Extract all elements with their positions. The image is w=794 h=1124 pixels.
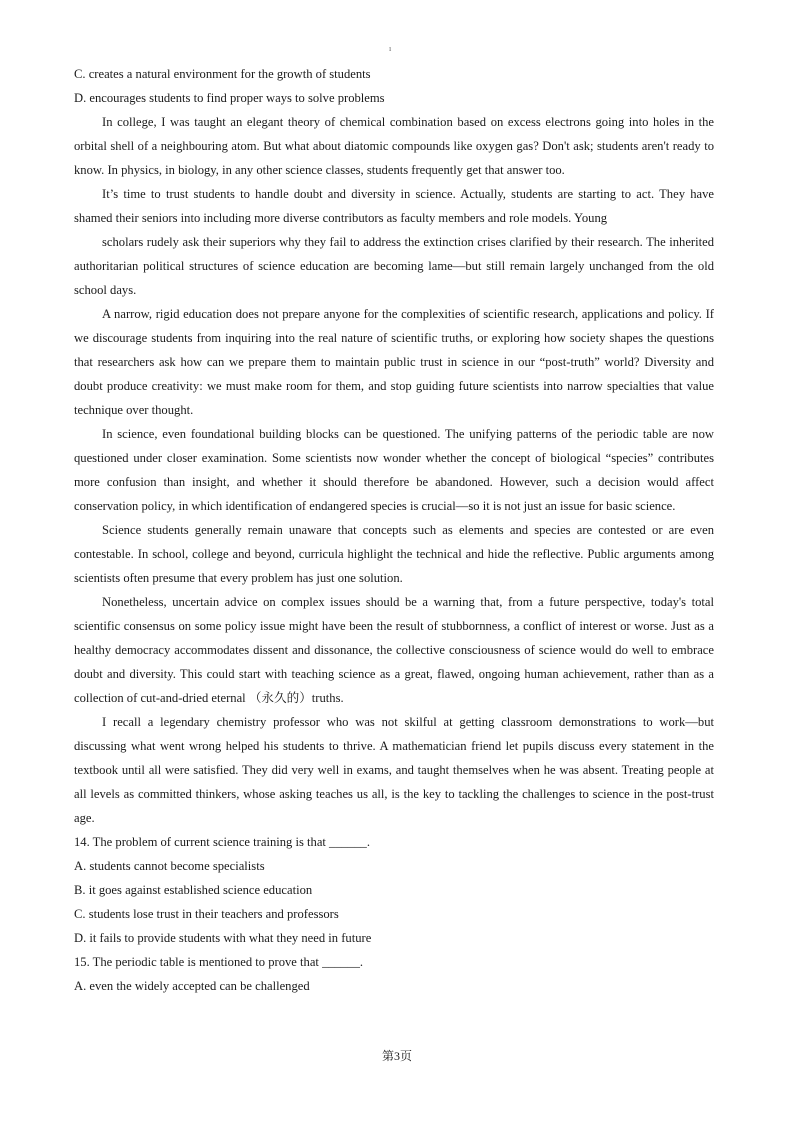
question-15-stem: 15. The periodic table is mentioned to prove that ______. (74, 955, 364, 969)
paragraph-1: In college, I was taught an elegant theory of chemical combination based on excess electrons going into holes in the orbital shell of a neighbouring atom. But what about diatomic compounds like oxygen gas? Don't ask; students aren't ready to know. In physics, in biology, in any other science classes, students frequently get that answer too. (74, 115, 714, 177)
question-14-option-a: A. students cannot become specialists (74, 859, 265, 873)
paragraph-8: I recall a legendary chemistry professor who was not skilful at getting classroom demonstrations to work—but discussing what went wrong helped his students to thrive. A mathematician friend let pupils discuss every statement in the textbook until all were satisfied. They did very well in exams, and taught themselves when he was absent. Treating people at all levels as committed thinkers, whose asking teaches us all, is the key to tackling the challenges to science in the post-trust age. (74, 715, 714, 825)
paragraph-7: Nonetheless, uncertain advice on complex issues should be a warning that, from a future perspective, today's total scientific consensus on some policy issue might have been the result of stubbornness, a conflict of interest or worse. Just as a healthy democracy accommodates dissent and dissonance, the collective consciousness of science would do well to embrace doubt and diversity. This could start with teaching science as a great, flawed, ongoing human achievement, rather than as a collection of cut-and-dried eternal （永久的）truths. (74, 595, 714, 705)
question-15-option-a: A. even the widely accepted can be challenged (74, 979, 310, 993)
page-number: 第3页 (381, 1049, 412, 1063)
paragraph-2: It’s time to trust students to handle doubt and diversity in science. Actually, students are starting to act. They have shamed their seniors into including more diverse contributors as faculty members and role models. Young (74, 187, 714, 225)
question-14-option-b: B. it goes against established science education (74, 883, 313, 897)
option-c-prev: C. creates a natural environment for the growth of students (74, 67, 371, 81)
question-14-option-d: D. it fails to provide students with what they need in future (74, 931, 372, 945)
question-14-option-c: C. students lose trust in their teachers and professors (74, 907, 339, 921)
paragraph-3: scholars rudely ask their superiors why they fail to address the extinction crises clarified by their research. The inherited authoritarian political structures of science education are becoming lame—but still remain largely unchanged from the old school days. (74, 235, 714, 297)
document-body (74, 62, 714, 998)
paragraph-5: In science, even foundational building blocks can be questioned. The unifying patterns of the periodic table are now questioned under closer examination. Some scientists now wonder whether the concept of biological “species” contributes more confusion than insight, and whether it should therefore be abandoned. However, such a decision would affect conservation policy, in which identification of endangered species is crucial—so it is not just an issue for basic science. (74, 427, 714, 513)
question-14-stem: 14. The problem of current science training is that ______. (74, 835, 370, 849)
option-d-prev: D. encourages students to find proper ways to solve problems (74, 91, 385, 105)
paragraph-4: A narrow, rigid education does not prepare anyone for the complexities of scientific research, applications and policy. If we discourage students from inquiring into the real nature of scientific truths, or exploring how society shapes the questions that researchers ask how can we prepare them to maintain public trust in science in our “post-truth” world? Diversity and doubt produce creativity: we must make room for them, and stop guiding future scientists into narrow specialties that value technique over thought. (74, 307, 714, 417)
page-marker: ı (389, 44, 392, 53)
paragraph-6: Science students generally remain unaware that concepts such as elements and species are contested or are even contestable. In school, college and beyond, curricula highlight the technical and hide the reflective. Public arguments among scientists often presume that every problem has just one solution. (74, 523, 714, 585)
